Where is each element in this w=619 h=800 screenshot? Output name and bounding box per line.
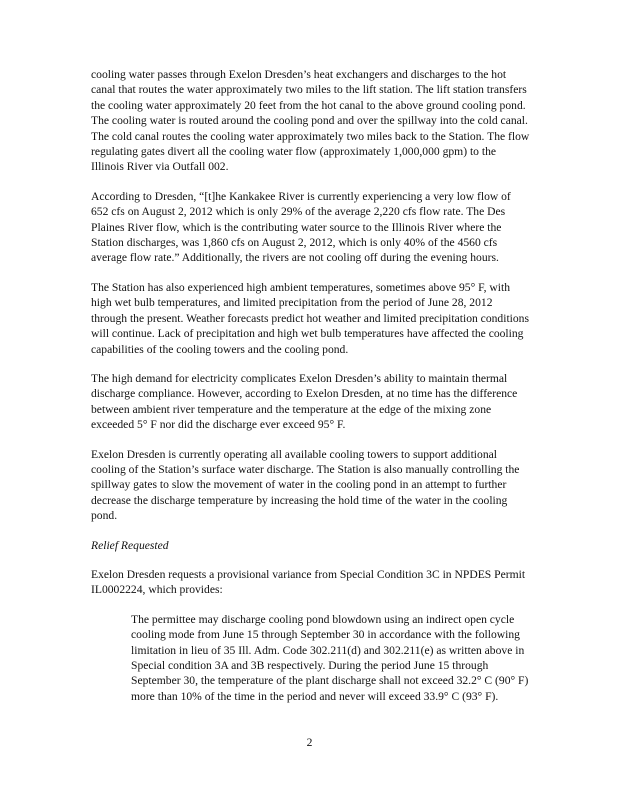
page-number: 2 [306,736,313,749]
paragraph-ambient-temperatures: The Station has also experienced high ambient temperatures, sometimes above 95° F, with high wet bulb temperatures, and limited precipitation from the period of June 28, 2012 through the present. Weather forecasts predict hot weather and limited precipitation conditions will continue. Lack of precipitation and high wet bulb temperatures have affected the cooling capabilities of the cooling towers and the cooling pond. [91,280,529,356]
section-heading-relief-requested: Relief Requested [91,538,169,552]
page-body [91,67,531,704]
paragraph-cooling-operations: Exelon Dresden is currently operating all available cooling towers to support additional cooling of the Station’s surface water discharge. The Station is also manually controlling the spillway gates to slow the movement of water in the cooling pond in an attempt to further decrease the discharge temperature by increasing the hold time of the water in the cooling pond. [91,447,520,523]
paragraph-river-flow: According to Dresden, “[t]he Kankakee River is currently experiencing a very low flow of 652 cfs on August 2, 2012 which is only 29% of the average 2,220 cfs flow rate. The Des Plaines River flow, which is the contributing water source to the Illinois River where the Station discharges, was 1,860 cfs on August 2, 2012, which is only 40% of the 4560 cfs average flow rate.” Additionally, the rivers are not cooling off during the evening hours. [91,189,511,265]
paragraph-electricity-demand: The high demand for electricity complicates Exelon Dresden’s ability to maintain thermal discharge compliance. However, according to Exelon Dresden, at no time has the difference between ambient river temperature and the temperature at the edge of the mixing zone exceeded 5° F nor did the discharge ever exceed 95° F. [91,371,518,432]
paragraph-cooling-water-route: cooling water passes through Exelon Dresden’s heat exchangers and discharges to the hot canal that routes the water approximately two miles to the lift station. The lift station transfers the cooling water approximately 20 feet from the hot canal to the above ground cooling pond. The cooling water is routed around the cooling pond and over the spillway into the cold canal. The cold canal routes the cooling water approximately two miles back to the Station. The flow regulating gates divert all the cooling water flow (approximately 1,000,000 gpm) to the Illinois River via Outfall 002. [91,68,530,174]
block-quote-special-condition: The permittee may discharge cooling pond blowdown using an indirect open cycle cooling mode from June 15 through September 30 in accordance with the following limitation in lieu of 35 Ill. Adm. Code 302.211(d) and 302.211(e) as written above in Special condition 3A and 3B respectively. During the period June 15 through September 30, the temperature of the plant discharge shall not exceed 32.2° C (90° F) more than 10% of the time in the period and never will exceed 33.9° C (93° F). [131,612,529,703]
paragraph-variance-request: Exelon Dresden requests a provisional variance from Special Condition 3C in NPDES Permit IL0002224, which provides: [91,567,526,597]
